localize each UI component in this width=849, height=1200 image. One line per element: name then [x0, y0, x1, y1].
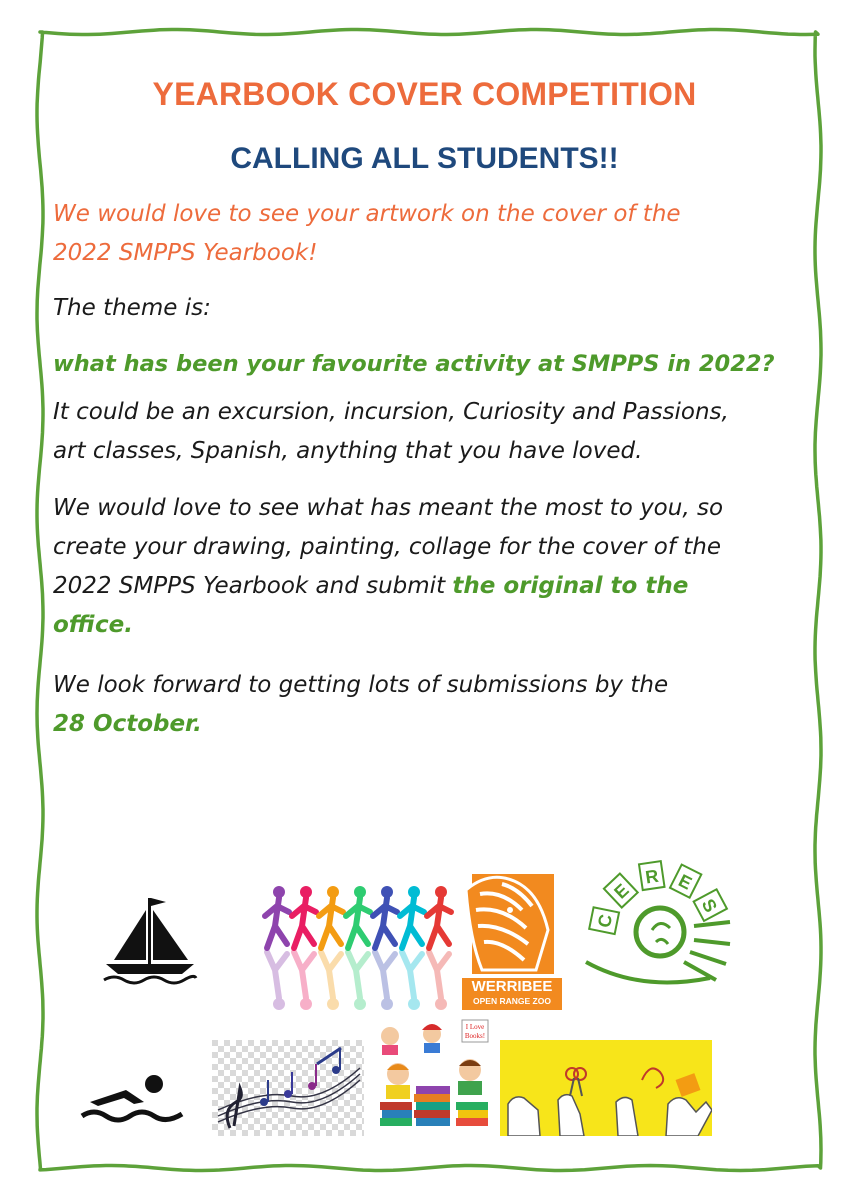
- calling-students-heading: CALLING ALL STUDENTS!!: [230, 142, 619, 175]
- runner-figure: [400, 886, 424, 1010]
- theme-label: The theme is:: [53, 295, 211, 321]
- deadline-date: 28 October.: [53, 711, 202, 737]
- theme-question: what has been your favourite activity at SMPPS in 2022?: [53, 351, 775, 377]
- ceres-letter: [639, 861, 665, 890]
- svg-text:S: S: [697, 895, 722, 916]
- svg-text:E: E: [610, 879, 633, 903]
- runner-figure: [427, 886, 451, 1010]
- svg-text:I Love: I Love: [465, 1023, 485, 1031]
- kids-reading-image: [372, 1018, 494, 1134]
- svg-text:Books!: Books!: [464, 1032, 486, 1040]
- crafts-hands-image: [500, 1040, 712, 1136]
- swimmer-icon: [80, 1072, 184, 1124]
- svg-text:E: E: [675, 870, 696, 894]
- ceres-letter: [604, 874, 638, 908]
- examples-paragraph: It could be an excursion, incursion, Curiosity and Passions, art classes, Spanish, anything that you have loved.: [53, 399, 729, 464]
- deadline-paragraph: We look forward to getting lots of submissions by the 28 October.: [53, 666, 813, 744]
- intro-paragraph: We would love to see your artwork on the cover of the 2022 SMPPS Yearbook!: [53, 201, 681, 266]
- submit-location-highlight: the original to the: [452, 573, 689, 599]
- zebra-logo: WERRIBEE OPEN RANGE ZOO: [462, 870, 562, 1010]
- submission-paragraph: We would love to see what has meant the most to you, so create your drawing, painting, collage for the cover of the 2022 SMPPS Yearbook and submit the original to the office.: [53, 495, 724, 638]
- svg-text:R: R: [644, 865, 660, 888]
- ceres-letter: [589, 907, 619, 934]
- runner-figure: [265, 886, 289, 1010]
- ceres-letter: [694, 889, 727, 921]
- ceres-logo: [580, 852, 740, 992]
- competition-title: YEARBOOK COVER COMPETITION: [152, 76, 697, 112]
- runner-figure: [319, 886, 343, 1010]
- sailboat-icon: [100, 892, 200, 986]
- ceres-letter: [670, 865, 701, 898]
- runner-figure: [292, 886, 316, 1010]
- music-notes-image: [212, 1040, 364, 1136]
- runner-figure: [346, 886, 370, 1010]
- runner-figure: [373, 886, 397, 1010]
- runners-image: [257, 882, 457, 1012]
- svg-text:C: C: [594, 912, 617, 930]
